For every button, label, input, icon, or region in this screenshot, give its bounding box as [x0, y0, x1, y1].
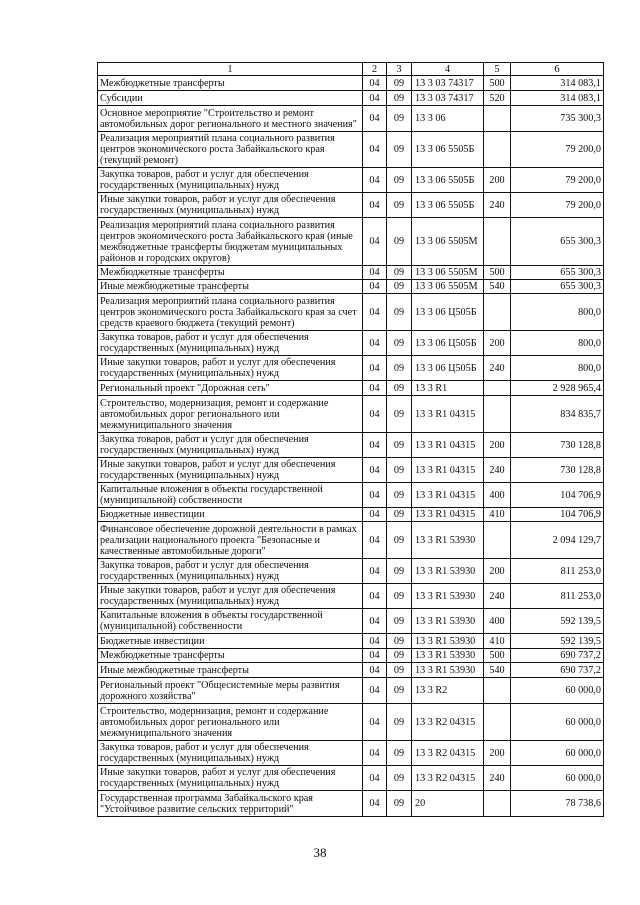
- row-name-cell: Иные межбюджетные трансферты: [98, 663, 363, 678]
- header-col-3: 3: [387, 63, 412, 76]
- row-amount-cell: 104 706,9: [511, 508, 604, 522]
- table-row: [98, 741, 604, 766]
- row-subsection-cell: 09: [387, 132, 412, 168]
- row-amount-cell: 79 200,0: [511, 168, 604, 193]
- row-name-cell: Реализация мероприятий плана социального развития центров экономического роста Забайкальского края (текущий ремонт): [98, 132, 363, 168]
- table-row: [98, 791, 604, 817]
- header-col-1: 1: [98, 63, 363, 76]
- row-name-cell: Региональный проект "Дорожная сеть": [98, 381, 363, 396]
- table-row: [98, 193, 604, 218]
- row-expense-type-cell: 410: [484, 508, 511, 522]
- row-section-cell: 04: [363, 634, 387, 649]
- row-subsection-cell: 09: [387, 280, 412, 294]
- table-row: [98, 331, 604, 356]
- row-target-article-cell: 13 3 R2 04315: [412, 766, 484, 791]
- row-target-article-cell: 13 3 06 Ц505Б: [412, 356, 484, 381]
- row-target-article-cell: 13 3 06 Ц505Б: [412, 331, 484, 356]
- row-name-cell: Закупка товаров, работ и услуг для обеспечения государственных (муниципальных) нужд: [98, 741, 363, 766]
- row-name-cell: Капитальные вложения в объекты государственной (муниципальной) собственности: [98, 609, 363, 634]
- row-expense-type-cell: 200: [484, 741, 511, 766]
- row-expense-type-cell: [484, 791, 511, 817]
- row-target-article-cell: 13 3 R1 53930: [412, 609, 484, 634]
- row-subsection-cell: 09: [387, 433, 412, 458]
- row-amount-cell: 655 300,3: [511, 218, 604, 266]
- row-name-cell: Иные межбюджетные трансферты: [98, 280, 363, 294]
- row-amount-cell: 60 000,0: [511, 678, 604, 704]
- row-amount-cell: 655 300,3: [511, 266, 604, 280]
- row-target-article-cell: 13 3 R1 04315: [412, 433, 484, 458]
- row-expense-type-cell: 400: [484, 609, 511, 634]
- row-subsection-cell: 09: [387, 634, 412, 649]
- row-target-article-cell: 13 3 R1 53930: [412, 663, 484, 678]
- row-target-article-cell: 13 3 R1 04315: [412, 508, 484, 522]
- row-section-cell: 04: [363, 381, 387, 396]
- table-row: [98, 559, 604, 584]
- row-name-cell: Иные закупки товаров, работ и услуг для обеспечения государственных (муниципальных) нужд: [98, 193, 363, 218]
- row-target-article-cell: 13 3 R1 53930: [412, 522, 484, 559]
- row-target-article-cell: 13 3 03 74317: [412, 91, 484, 106]
- row-name-cell: Реализация мероприятий плана социального развития центров экономического роста Забайкальского края (иные межбюджетные трансферты бюджетам муниципальных районов и городских округов): [98, 218, 363, 266]
- row-section-cell: 04: [363, 218, 387, 266]
- row-target-article-cell: 13 3 R2 04315: [412, 741, 484, 766]
- table-row: [98, 766, 604, 791]
- row-name-cell: Финансовое обеспечение дорожной деятельности в рамках реализации национального проекта "Безопасные и качественные автомобильные дороги": [98, 522, 363, 559]
- row-target-article-cell: 13 3 06: [412, 106, 484, 132]
- table-row: [98, 584, 604, 609]
- table-row: [98, 396, 604, 433]
- row-subsection-cell: 09: [387, 584, 412, 609]
- row-amount-cell: 2 928 965,4: [511, 381, 604, 396]
- row-subsection-cell: 09: [387, 704, 412, 741]
- row-amount-cell: 690 737,2: [511, 649, 604, 663]
- row-name-cell: Реализация мероприятий плана социального развития центров экономического роста Забайкальского края за счет средств краевого бюджета (текущий ремонт): [98, 294, 363, 331]
- row-name-cell: Строительство, модернизация, ремонт и содержание автомобильных дорог регионального или межмуниципального значения: [98, 396, 363, 433]
- table-row: [98, 76, 604, 91]
- row-section-cell: 04: [363, 266, 387, 280]
- row-target-article-cell: 13 3 R1 53930: [412, 649, 484, 663]
- row-name-cell: Бюджетные инвестиции: [98, 508, 363, 522]
- table-row: [98, 508, 604, 522]
- table-header-row: [98, 63, 604, 76]
- row-target-article-cell: 13 3 R1 04315: [412, 483, 484, 508]
- row-expense-type-cell: [484, 396, 511, 433]
- row-subsection-cell: 09: [387, 356, 412, 381]
- row-expense-type-cell: 400: [484, 483, 511, 508]
- row-section-cell: 04: [363, 649, 387, 663]
- row-amount-cell: 2 094 129,7: [511, 522, 604, 559]
- table-row: [98, 458, 604, 483]
- row-subsection-cell: 09: [387, 168, 412, 193]
- row-section-cell: 04: [363, 559, 387, 584]
- header-col-6: 6: [511, 63, 604, 76]
- row-expense-type-cell: [484, 381, 511, 396]
- row-subsection-cell: 09: [387, 678, 412, 704]
- row-subsection-cell: 09: [387, 218, 412, 266]
- row-subsection-cell: 09: [387, 649, 412, 663]
- row-section-cell: 04: [363, 76, 387, 91]
- row-target-article-cell: 13 3 R2 04315: [412, 704, 484, 741]
- row-subsection-cell: 09: [387, 331, 412, 356]
- row-name-cell: Строительство, модернизация, ремонт и содержание автомобильных дорог регионального или межмуниципального значения: [98, 704, 363, 741]
- row-target-article-cell: 13 3 R1 04315: [412, 458, 484, 483]
- row-section-cell: 04: [363, 193, 387, 218]
- row-expense-type-cell: 500: [484, 649, 511, 663]
- table-body: [98, 76, 604, 817]
- row-expense-type-cell: [484, 294, 511, 331]
- row-section-cell: 04: [363, 483, 387, 508]
- row-subsection-cell: 09: [387, 609, 412, 634]
- row-name-cell: Региональный проект "Общесистемные меры развития дорожного хозяйства": [98, 678, 363, 704]
- table-row: [98, 381, 604, 396]
- row-amount-cell: 79 200,0: [511, 132, 604, 168]
- row-amount-cell: 690 737,2: [511, 663, 604, 678]
- table-row: [98, 294, 604, 331]
- table-row: [98, 663, 604, 678]
- row-section-cell: 04: [363, 91, 387, 106]
- header-col-4: 4: [412, 63, 484, 76]
- table-row: [98, 280, 604, 294]
- row-section-cell: 04: [363, 106, 387, 132]
- row-subsection-cell: 09: [387, 266, 412, 280]
- row-name-cell: Иные закупки товаров, работ и услуг для обеспечения государственных (муниципальных) нужд: [98, 458, 363, 483]
- row-section-cell: 04: [363, 522, 387, 559]
- row-amount-cell: 60 000,0: [511, 741, 604, 766]
- row-expense-type-cell: 500: [484, 76, 511, 91]
- row-expense-type-cell: 520: [484, 91, 511, 106]
- row-amount-cell: 314 083,1: [511, 76, 604, 91]
- header-col-5: 5: [484, 63, 511, 76]
- table-row: [98, 91, 604, 106]
- row-amount-cell: 655 300,3: [511, 280, 604, 294]
- table-row: [98, 704, 604, 741]
- row-target-article-cell: 13 3 R2: [412, 678, 484, 704]
- row-section-cell: 04: [363, 741, 387, 766]
- row-expense-type-cell: [484, 106, 511, 132]
- row-subsection-cell: 09: [387, 193, 412, 218]
- row-subsection-cell: 09: [387, 483, 412, 508]
- row-name-cell: Основное мероприятие "Строительство и ремонт автомобильных дорог регионального и местного значения": [98, 106, 363, 132]
- row-expense-type-cell: [484, 704, 511, 741]
- row-amount-cell: 811 253,0: [511, 584, 604, 609]
- table-row: [98, 132, 604, 168]
- row-expense-type-cell: 540: [484, 280, 511, 294]
- row-subsection-cell: 09: [387, 766, 412, 791]
- row-target-article-cell: 13 3 R1 53930: [412, 634, 484, 649]
- row-name-cell: Бюджетные инвестиции: [98, 634, 363, 649]
- table-row: [98, 634, 604, 649]
- row-target-article-cell: 13 3 R1 53930: [412, 559, 484, 584]
- row-subsection-cell: 09: [387, 76, 412, 91]
- row-name-cell: Межбюджетные трансферты: [98, 266, 363, 280]
- row-name-cell: Закупка товаров, работ и услуг для обеспечения государственных (муниципальных) нужд: [98, 559, 363, 584]
- row-expense-type-cell: 240: [484, 766, 511, 791]
- row-section-cell: 04: [363, 280, 387, 294]
- row-section-cell: 04: [363, 356, 387, 381]
- row-target-article-cell: 13 3 03 74317: [412, 76, 484, 91]
- row-target-article-cell: 13 3 06 Ц505Б: [412, 294, 484, 331]
- row-target-article-cell: 13 3 R1: [412, 381, 484, 396]
- row-expense-type-cell: [484, 522, 511, 559]
- header-col-2: 2: [363, 63, 387, 76]
- row-section-cell: 04: [363, 791, 387, 817]
- row-section-cell: 04: [363, 132, 387, 168]
- table-row: [98, 356, 604, 381]
- row-section-cell: 04: [363, 704, 387, 741]
- budget-table-sheet: [97, 62, 603, 817]
- table-row: [98, 433, 604, 458]
- row-name-cell: Закупка товаров, работ и услуг для обеспечения государственных (муниципальных) нужд: [98, 331, 363, 356]
- row-name-cell: Иные закупки товаров, работ и услуг для обеспечения государственных (муниципальных) нужд: [98, 766, 363, 791]
- row-name-cell: Закупка товаров, работ и услуг для обеспечения государственных (муниципальных) нужд: [98, 433, 363, 458]
- row-expense-type-cell: 240: [484, 584, 511, 609]
- table-row: [98, 218, 604, 266]
- row-section-cell: 04: [363, 584, 387, 609]
- row-section-cell: 04: [363, 168, 387, 193]
- row-section-cell: 04: [363, 396, 387, 433]
- row-target-article-cell: 13 3 06 5505М: [412, 218, 484, 266]
- row-target-article-cell: 13 3 06 5505Б: [412, 132, 484, 168]
- row-amount-cell: 104 706,9: [511, 483, 604, 508]
- row-target-article-cell: 13 3 06 5505М: [412, 280, 484, 294]
- row-subsection-cell: 09: [387, 508, 412, 522]
- row-expense-type-cell: 500: [484, 266, 511, 280]
- row-expense-type-cell: 200: [484, 559, 511, 584]
- row-subsection-cell: 09: [387, 294, 412, 331]
- row-expense-type-cell: [484, 218, 511, 266]
- row-subsection-cell: 09: [387, 106, 412, 132]
- row-amount-cell: 800,0: [511, 294, 604, 331]
- row-subsection-cell: 09: [387, 522, 412, 559]
- row-name-cell: Межбюджетные трансферты: [98, 649, 363, 663]
- row-amount-cell: 834 835,7: [511, 396, 604, 433]
- row-expense-type-cell: 200: [484, 331, 511, 356]
- row-section-cell: 04: [363, 766, 387, 791]
- row-amount-cell: 800,0: [511, 356, 604, 381]
- row-name-cell: Иные закупки товаров, работ и услуг для обеспечения государственных (муниципальных) нужд: [98, 356, 363, 381]
- row-expense-type-cell: 240: [484, 458, 511, 483]
- row-amount-cell: 60 000,0: [511, 704, 604, 741]
- table-row: [98, 266, 604, 280]
- row-section-cell: 04: [363, 458, 387, 483]
- row-target-article-cell: 13 3 R1 04315: [412, 396, 484, 433]
- row-subsection-cell: 09: [387, 663, 412, 678]
- row-subsection-cell: 09: [387, 396, 412, 433]
- table-row: [98, 609, 604, 634]
- row-section-cell: 04: [363, 508, 387, 522]
- row-name-cell: Закупка товаров, работ и услуг для обеспечения государственных (муниципальных) нужд: [98, 168, 363, 193]
- row-expense-type-cell: 410: [484, 634, 511, 649]
- row-section-cell: 04: [363, 663, 387, 678]
- row-target-article-cell: 13 3 06 5505Б: [412, 193, 484, 218]
- row-section-cell: 04: [363, 609, 387, 634]
- row-amount-cell: 735 300,3: [511, 106, 604, 132]
- row-expense-type-cell: 240: [484, 356, 511, 381]
- row-expense-type-cell: [484, 678, 511, 704]
- row-expense-type-cell: [484, 132, 511, 168]
- row-section-cell: 04: [363, 294, 387, 331]
- table-row: [98, 106, 604, 132]
- row-subsection-cell: 09: [387, 791, 412, 817]
- row-subsection-cell: 09: [387, 741, 412, 766]
- row-amount-cell: 730 128,8: [511, 433, 604, 458]
- row-name-cell: Иные закупки товаров, работ и услуг для обеспечения государственных (муниципальных) нужд: [98, 584, 363, 609]
- row-amount-cell: 811 253,0: [511, 559, 604, 584]
- row-amount-cell: 314 083,1: [511, 91, 604, 106]
- row-amount-cell: 730 128,8: [511, 458, 604, 483]
- row-amount-cell: 592 139,5: [511, 634, 604, 649]
- table-row: [98, 678, 604, 704]
- row-amount-cell: 800,0: [511, 331, 604, 356]
- row-expense-type-cell: 540: [484, 663, 511, 678]
- row-expense-type-cell: 200: [484, 168, 511, 193]
- row-name-cell: Государственная программа Забайкальского края "Устойчивое развитие сельских территорий": [98, 791, 363, 817]
- row-name-cell: Капитальные вложения в объекты государственной (муниципальной) собственности: [98, 483, 363, 508]
- table-row: [98, 522, 604, 559]
- row-expense-type-cell: 200: [484, 433, 511, 458]
- row-target-article-cell: 13 3 06 5505М: [412, 266, 484, 280]
- row-subsection-cell: 09: [387, 458, 412, 483]
- row-name-cell: Субсидии: [98, 91, 363, 106]
- row-name-cell: Межбюджетные трансферты: [98, 76, 363, 91]
- page-number: 38: [313, 845, 327, 860]
- row-section-cell: 04: [363, 433, 387, 458]
- row-target-article-cell: 13 3 R1 53930: [412, 584, 484, 609]
- row-target-article-cell: 13 3 06 5505Б: [412, 168, 484, 193]
- row-subsection-cell: 09: [387, 381, 412, 396]
- row-amount-cell: 78 738,6: [511, 791, 604, 817]
- row-subsection-cell: 09: [387, 91, 412, 106]
- table-row: [98, 649, 604, 663]
- row-target-article-cell: 20: [412, 791, 484, 817]
- budget-table: [97, 62, 604, 817]
- row-amount-cell: 79 200,0: [511, 193, 604, 218]
- table-row: [98, 483, 604, 508]
- row-expense-type-cell: 240: [484, 193, 511, 218]
- row-amount-cell: 592 139,5: [511, 609, 604, 634]
- row-amount-cell: 60 000,0: [511, 766, 604, 791]
- row-section-cell: 04: [363, 678, 387, 704]
- row-section-cell: 04: [363, 331, 387, 356]
- table-row: [98, 168, 604, 193]
- row-subsection-cell: 09: [387, 559, 412, 584]
